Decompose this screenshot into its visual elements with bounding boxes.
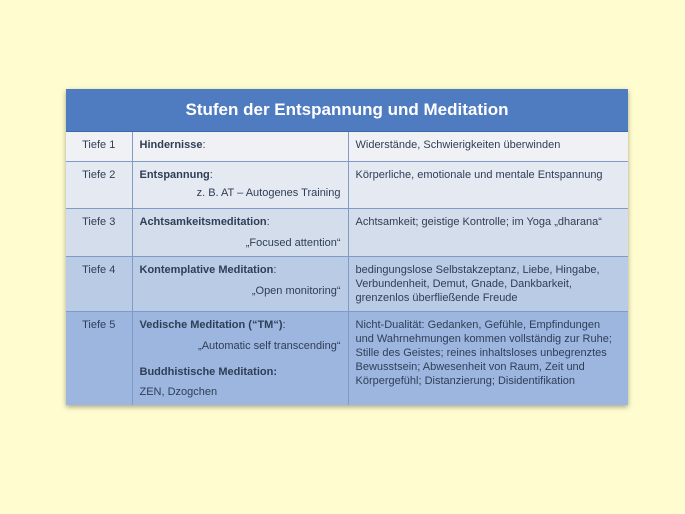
method-detail: z. B. AT – Autogenes Training — [196, 187, 341, 199]
method-cell — [132, 312, 348, 406]
method-colon: : — [209, 169, 213, 181]
table-row — [66, 132, 628, 162]
method-detail: „Open monitoring“ — [251, 285, 341, 297]
method-cell — [132, 132, 348, 162]
description-cell: Achtsamkeit; geistige Kontrolle; im Yoga „dharana“ — [348, 209, 628, 257]
level-cell: Tiefe 2 — [66, 162, 132, 209]
description-cell: Körperliche, emotionale und mentale Entspannung — [348, 162, 628, 209]
table-row — [66, 162, 628, 209]
meditation-table-card — [66, 89, 628, 405]
method-cell — [132, 257, 348, 312]
table-row — [66, 209, 628, 257]
description-cell: Widerstände, Schwierigkeiten überwinden — [348, 132, 628, 162]
method-cell — [132, 162, 348, 209]
levels-table — [66, 132, 628, 405]
method-cell — [132, 209, 348, 257]
table-title: Stufen der Entspannung und Meditation — [66, 89, 628, 132]
description-cell: bedingungslose Selbstakzeptanz, Liebe, Hingabe, Verbundenheit, Demut, Gnade, Dankbarkeit, grenzenlos überfließende Freude — [348, 257, 628, 312]
level-cell: Tiefe 1 — [66, 132, 132, 162]
method-colon: : — [273, 264, 277, 276]
method-colon: : — [202, 139, 206, 151]
level-cell: Tiefe 3 — [66, 209, 132, 257]
description-cell: Nicht-Dualität: Gedanken, Gefühle, Empfindungen und Wahrnehmungen kommen vollständig zur Ruhe; Stille des Geistes; reines inhaltsloses unbegrenztes Bewusstsein; Abwesenheit von Raum, Zeit und Körpergefühl; Distanzierung; Disidentifikation — [348, 312, 628, 406]
method-colon: : — [266, 216, 270, 228]
method-detail: „Automatic self transcending“ — [198, 340, 341, 352]
level-cell: Tiefe 5 — [66, 312, 132, 406]
level-cell: Tiefe 4 — [66, 257, 132, 312]
method-detail: „Focused attention“ — [245, 237, 341, 249]
method-detail-secondary: ZEN, Dzogchen — [139, 386, 218, 398]
table-row — [66, 257, 628, 312]
method-name: Kontemplative Meditation — [139, 264, 274, 276]
method-name: Entspannung — [139, 169, 210, 181]
method-name: Achtsamkeitsmeditation — [139, 216, 267, 228]
table-row — [66, 312, 628, 406]
method-name: Hindernisse — [139, 139, 203, 151]
method-colon: : — [282, 319, 286, 331]
method-name-secondary: Buddhistische Meditation: — [139, 366, 277, 378]
method-name: Vedische Meditation (“TM“) — [139, 319, 283, 331]
